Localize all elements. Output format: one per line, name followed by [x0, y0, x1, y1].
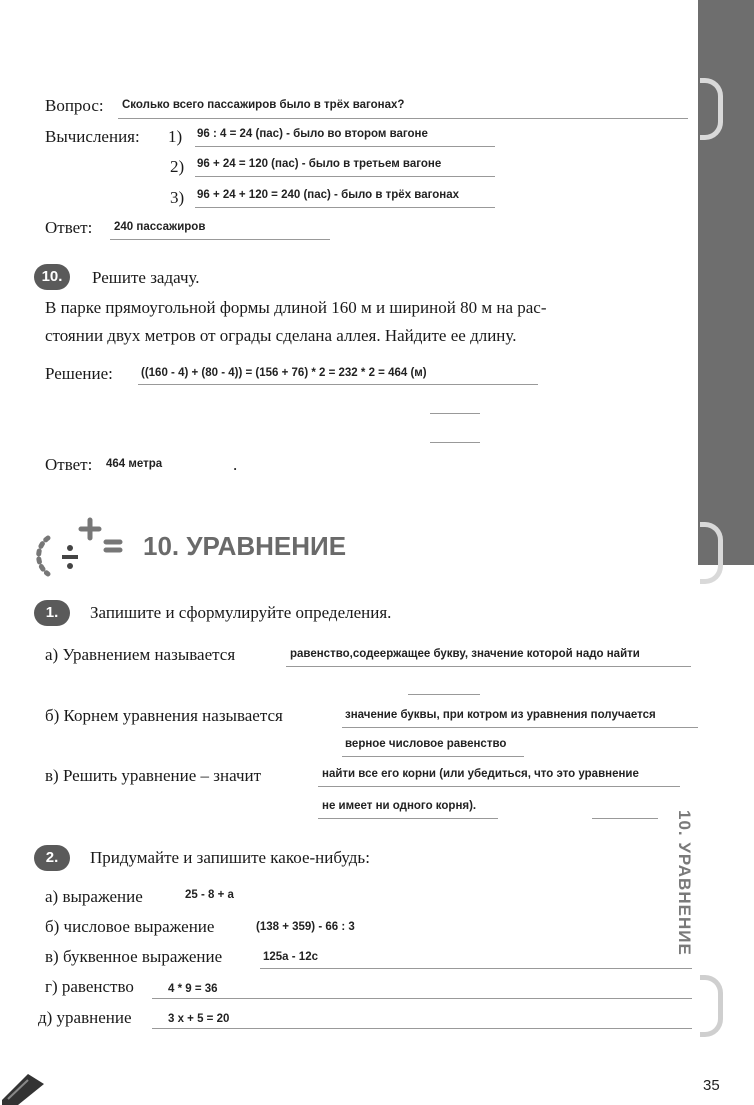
answer-end-dot: .	[233, 455, 238, 474]
calc-label: Вычисления:	[45, 127, 140, 146]
definition-underline	[318, 786, 680, 787]
calc-step-text: 96 : 4 = 24 (пас) - было во втором вагоне	[197, 128, 428, 140]
question-underline	[118, 118, 688, 119]
definition-underline	[318, 818, 498, 819]
task-statement: В парке прямоугольной формы длиной 160 м и шириной 80 м на рас-	[45, 298, 547, 317]
item-answer: 125a - 12c	[263, 951, 318, 963]
task-badge: 10.	[34, 264, 70, 290]
item-label: а) выражение	[45, 887, 143, 906]
definition-label: в) Решить уравнение – значит	[45, 766, 262, 785]
bracket-decoration-middle	[700, 522, 723, 584]
item-answer: 3 x + 5 = 20	[168, 1013, 230, 1025]
item-underline	[260, 968, 692, 969]
exercise-badge: 1.	[34, 600, 70, 626]
definition-answer: верное числовое равенство	[345, 738, 507, 750]
definition-answer: найти все его корни (или убедиться, что это уравнение	[322, 768, 639, 780]
item-label: в) буквенное выражение	[45, 947, 223, 966]
definition-answer: равенство,содеержащее букву, значение которой надо найти	[290, 648, 640, 660]
solution-line	[430, 442, 480, 443]
calc-step-number: 3)	[170, 188, 185, 207]
definition-line	[408, 694, 480, 695]
exercise-title: Придумайте и запишите какое-нибудь:	[90, 848, 370, 867]
item-label: б) числовое выражение	[45, 917, 215, 936]
definition-answer: не имеет ни одного корня).	[322, 800, 477, 812]
answer-underline	[110, 239, 330, 240]
solution-underline	[138, 384, 538, 385]
item-label: д) уравнение	[38, 1008, 132, 1027]
page-number: 35	[703, 1077, 720, 1094]
calc-underline	[195, 207, 495, 208]
calc-step-number: 1)	[168, 127, 183, 146]
bracket-decoration-bottom	[700, 975, 723, 1037]
task-title: Решите задачу.	[92, 268, 200, 287]
question-answer: Сколько всего пассажиров было в трёх вагонах?	[122, 99, 405, 111]
item-answer: 25 - 8 + a	[185, 889, 234, 901]
calc-step-text: 96 + 24 = 120 (пас) - было в третьем вагоне	[197, 158, 442, 170]
solution-label: Решение:	[45, 364, 113, 383]
definition-line	[592, 818, 658, 819]
side-section-title: 10. УРАВНЕНИЕ	[675, 810, 694, 956]
calc-underline	[195, 176, 495, 177]
exercise-title: Запишите и сформулируйте определения.	[90, 603, 392, 622]
bracket-decoration-top	[700, 78, 723, 140]
item-underline	[152, 1028, 692, 1029]
section-title: 10. УРАВНЕНИЕ	[143, 531, 347, 561]
calc-step-number: 2)	[170, 157, 185, 176]
answer-label: Ответ:	[45, 218, 93, 237]
calc-step-text: 96 + 24 + 120 = 240 (пас) - было в трёх вагонах	[197, 189, 460, 201]
item-answer: 4 * 9 = 36	[168, 983, 218, 995]
solution-line	[430, 413, 480, 414]
item-answer: (138 + 359) - 66 : 3	[256, 921, 355, 933]
math-operations-icon	[30, 508, 130, 580]
answer-text: 464 метра	[106, 458, 163, 470]
definition-label: б) Корнем уравнения называется	[45, 706, 283, 725]
solution-text: ((160 - 4) + (80 - 4)) = (156 + 76) * 2 = 232 * 2 = 464 (м)	[141, 367, 427, 379]
question-label: Вопрос:	[45, 96, 104, 115]
eraser-icon	[0, 1066, 46, 1105]
exercise-badge: 2.	[34, 845, 70, 871]
definition-underline	[342, 756, 524, 757]
answer-text: 240 пассажиров	[114, 221, 206, 233]
definition-label: а) Уравнением называется	[45, 645, 236, 664]
answer-label: Ответ:	[45, 455, 93, 474]
item-label: г) равенство	[45, 977, 134, 996]
task-statement: стоянии двух метров от ограды сделана аллея. Найдите ее длину.	[45, 326, 517, 345]
item-underline	[152, 998, 692, 999]
definition-answer: значение буквы, при котром из уравнения получается	[345, 709, 656, 721]
definition-underline	[342, 727, 698, 728]
definition-underline	[286, 666, 691, 667]
calc-underline	[195, 146, 495, 147]
